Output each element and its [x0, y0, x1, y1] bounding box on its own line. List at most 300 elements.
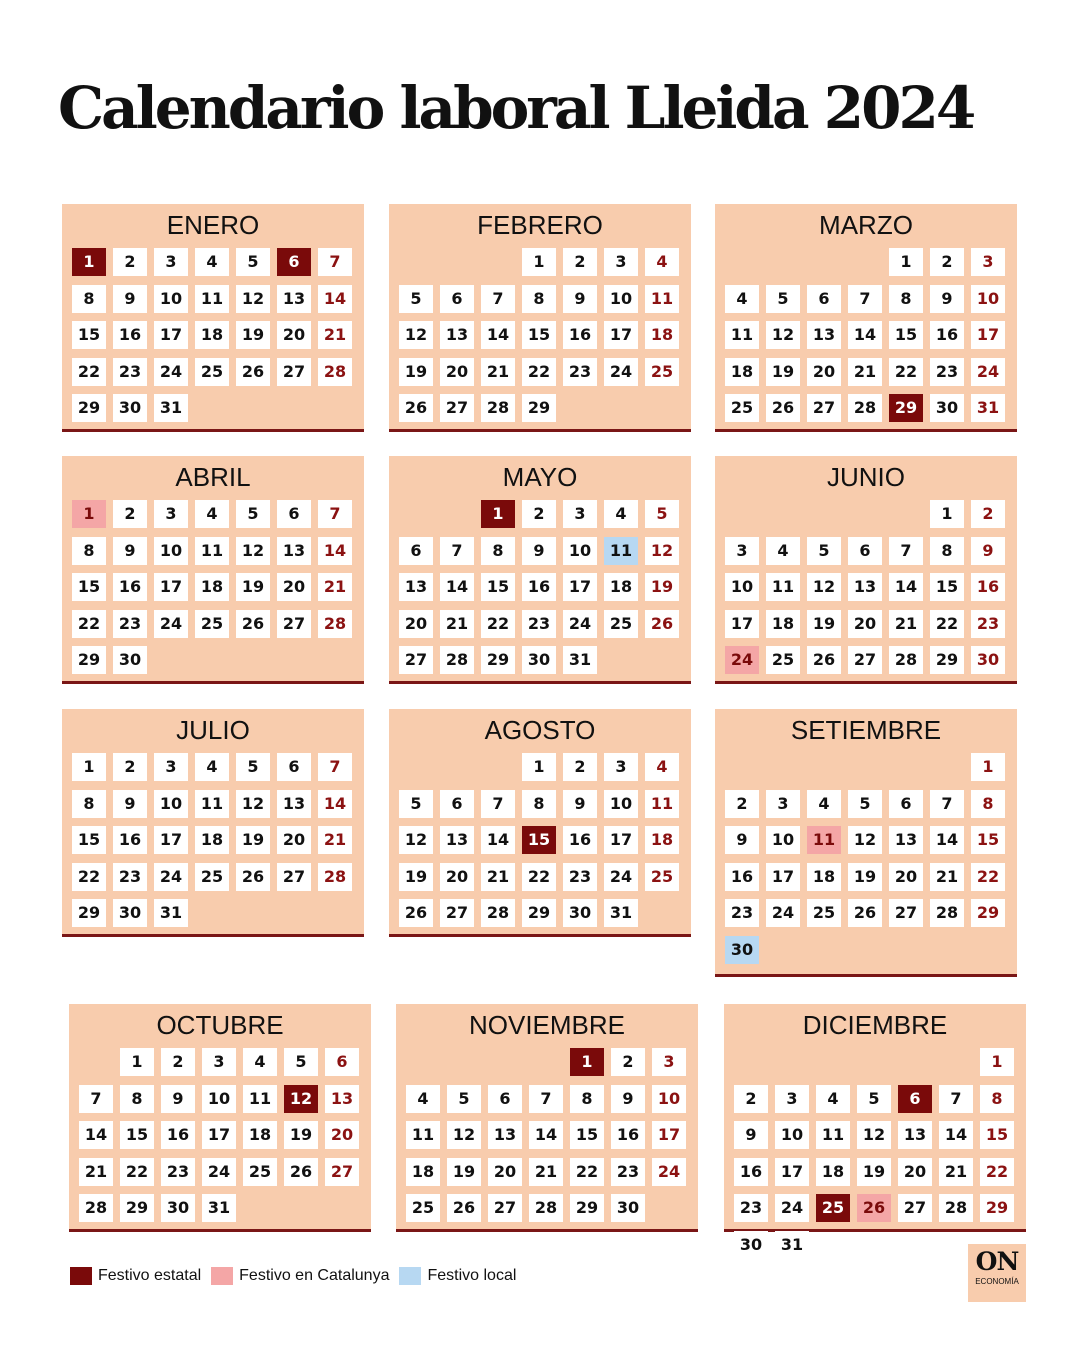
- day-cell: 4: [195, 248, 229, 276]
- day-cell: 5: [766, 285, 800, 313]
- day-cell: 22: [889, 358, 923, 386]
- day-cell: 4: [195, 753, 229, 781]
- day-cell: 12: [645, 537, 679, 565]
- day-cell: 23: [113, 610, 147, 638]
- day-cell: 25: [807, 899, 841, 927]
- day-cell: 23: [971, 610, 1005, 638]
- day-cell: 17: [202, 1121, 236, 1149]
- month-diciembre: [724, 1004, 1026, 1254]
- day-cell: 20: [277, 573, 311, 601]
- day-cell: 5: [807, 537, 841, 565]
- day-cell: 22: [120, 1158, 154, 1186]
- day-cell: 22: [971, 863, 1005, 891]
- day-cell: 22: [72, 610, 106, 638]
- day-cell: 12: [807, 573, 841, 601]
- legend-item-catalunya: [211, 1267, 389, 1285]
- day-cell: 19: [236, 321, 270, 349]
- day-cell: 8: [72, 285, 106, 313]
- day-cell: 16: [161, 1121, 195, 1149]
- day-cell: 21: [481, 863, 515, 891]
- day-cell: 12: [399, 321, 433, 349]
- day-cell: 20: [889, 863, 923, 891]
- day-cell: 7: [529, 1085, 563, 1113]
- day-cell: 7: [318, 500, 352, 528]
- day-cell: 18: [725, 358, 759, 386]
- day-cell: 10: [202, 1085, 236, 1113]
- day-cell: 23: [563, 358, 597, 386]
- day-cell: 8: [971, 790, 1005, 818]
- day-cell: 15: [971, 826, 1005, 854]
- day-cell: 13: [807, 321, 841, 349]
- day-cell: 10: [766, 826, 800, 854]
- day-cell: 25: [645, 863, 679, 891]
- day-cell: 4: [645, 248, 679, 276]
- day-cell: 18: [406, 1158, 440, 1186]
- day-cell: 26: [848, 899, 882, 927]
- day-cell: 13: [898, 1121, 932, 1149]
- day-cell: 19: [399, 358, 433, 386]
- day-cell: 14: [440, 573, 474, 601]
- day-cell: 20: [440, 358, 474, 386]
- day-cell-festivo-catalunya: 11: [807, 826, 841, 854]
- day-cell: 7: [440, 537, 474, 565]
- day-cell: 23: [725, 899, 759, 927]
- day-cell: 11: [816, 1121, 850, 1149]
- day-cell: 18: [816, 1158, 850, 1186]
- day-cell: 7: [939, 1085, 973, 1113]
- legend-swatch-local: [399, 1267, 421, 1285]
- day-cell: 28: [318, 610, 352, 638]
- day-cell: 31: [563, 646, 597, 674]
- day-cell: 24: [766, 899, 800, 927]
- day-cell: 10: [154, 285, 188, 313]
- day-cell: 27: [898, 1194, 932, 1222]
- month-mayo: [389, 456, 691, 684]
- logo-sub: ECONOMÍA: [975, 1277, 1019, 1286]
- day-cell: 28: [889, 646, 923, 674]
- day-cell: 23: [113, 358, 147, 386]
- day-cell: 19: [236, 573, 270, 601]
- day-cell: 30: [522, 646, 556, 674]
- day-cell: 2: [563, 753, 597, 781]
- month-noviembre: [396, 1004, 698, 1232]
- day-cell: 29: [481, 646, 515, 674]
- day-cell: 28: [481, 899, 515, 927]
- day-cell: 12: [447, 1121, 481, 1149]
- day-cell: 21: [318, 321, 352, 349]
- day-cell: 1: [522, 753, 556, 781]
- month-name: DICIEMBRE: [802, 1010, 948, 1040]
- day-cell: 27: [399, 646, 433, 674]
- day-cell: 24: [154, 610, 188, 638]
- day-cell: 8: [72, 537, 106, 565]
- day-cell: 22: [481, 610, 515, 638]
- day-cell: 26: [236, 358, 270, 386]
- day-cell: 13: [277, 790, 311, 818]
- day-cell: 12: [236, 285, 270, 313]
- day-cell: 19: [807, 610, 841, 638]
- day-cell: 21: [79, 1158, 113, 1186]
- day-cell: 12: [848, 826, 882, 854]
- day-cell: 27: [277, 358, 311, 386]
- month-enero: [62, 204, 364, 432]
- day-cell: 6: [440, 790, 474, 818]
- day-cell: 29: [72, 646, 106, 674]
- day-cell: 24: [202, 1158, 236, 1186]
- day-cell: 3: [604, 753, 638, 781]
- day-cell: 29: [980, 1194, 1014, 1222]
- day-cell: 23: [734, 1194, 768, 1222]
- day-cell: 10: [154, 790, 188, 818]
- day-cell: 5: [236, 500, 270, 528]
- month-name: MARZO: [819, 210, 913, 240]
- month-setiembre: [715, 709, 1017, 977]
- day-cell: 22: [72, 358, 106, 386]
- day-cell: 17: [563, 573, 597, 601]
- day-cell: 9: [971, 537, 1005, 565]
- day-cell: 30: [113, 394, 147, 422]
- day-cell: 20: [399, 610, 433, 638]
- logo-main: ON: [975, 1247, 1019, 1276]
- day-cell-festivo-catalunya: 24: [725, 646, 759, 674]
- day-cell: 11: [645, 790, 679, 818]
- day-cell: 2: [611, 1048, 645, 1076]
- day-cell: 7: [79, 1085, 113, 1113]
- day-cell: 6: [807, 285, 841, 313]
- day-cell: 3: [775, 1085, 809, 1113]
- month-name: AGOSTO: [484, 715, 596, 745]
- legend-label-catalunya: Festivo en Catalunya: [239, 1267, 390, 1284]
- day-cell: 31: [154, 394, 188, 422]
- day-cell: 6: [325, 1048, 359, 1076]
- day-cell: 29: [570, 1194, 604, 1222]
- day-cell: 15: [570, 1121, 604, 1149]
- day-cell: 23: [563, 863, 597, 891]
- day-cell: 12: [236, 790, 270, 818]
- day-cell: 29: [522, 394, 556, 422]
- month-febrero: [389, 204, 691, 432]
- day-cell: 7: [318, 248, 352, 276]
- day-cell: 18: [807, 863, 841, 891]
- day-cell: 25: [766, 646, 800, 674]
- day-cell: 14: [939, 1121, 973, 1149]
- day-cell: 12: [236, 537, 270, 565]
- day-cell: 8: [72, 790, 106, 818]
- day-cell: 18: [195, 321, 229, 349]
- day-cell: 28: [939, 1194, 973, 1222]
- day-cell: 8: [522, 790, 556, 818]
- day-cell: 24: [652, 1158, 686, 1186]
- day-cell: 27: [889, 899, 923, 927]
- day-cell: 29: [522, 899, 556, 927]
- day-cell-festivo-local: 11: [604, 537, 638, 565]
- day-cell: 31: [775, 1231, 809, 1259]
- day-cell-festivo-catalunya: 1: [72, 500, 106, 528]
- day-cell: 28: [848, 394, 882, 422]
- day-cell: 17: [154, 573, 188, 601]
- day-cell: 25: [195, 610, 229, 638]
- day-cell: 19: [857, 1158, 891, 1186]
- day-cell: 10: [154, 537, 188, 565]
- day-cell: 19: [848, 863, 882, 891]
- day-cell: 25: [195, 863, 229, 891]
- month-julio: [62, 709, 364, 937]
- day-cell: 4: [645, 753, 679, 781]
- day-cell: 3: [563, 500, 597, 528]
- day-cell: 4: [807, 790, 841, 818]
- day-cell: 11: [195, 285, 229, 313]
- day-cell-festivo-estatal: 1: [481, 500, 515, 528]
- legend-swatch-estatal: [70, 1267, 92, 1285]
- day-cell: 6: [488, 1085, 522, 1113]
- day-cell: 30: [930, 394, 964, 422]
- day-cell: 5: [857, 1085, 891, 1113]
- day-cell: 3: [154, 500, 188, 528]
- month-name: ABRIL: [175, 462, 251, 492]
- day-cell: 26: [236, 863, 270, 891]
- day-cell: 25: [725, 394, 759, 422]
- day-cell: 5: [284, 1048, 318, 1076]
- day-cell: 10: [604, 285, 638, 313]
- day-cell: 6: [277, 500, 311, 528]
- day-cell: 21: [440, 610, 474, 638]
- day-cell: 31: [154, 899, 188, 927]
- day-cell: 27: [277, 610, 311, 638]
- day-cell: 1: [930, 500, 964, 528]
- day-cell: 4: [604, 500, 638, 528]
- day-cell: 9: [113, 790, 147, 818]
- day-cell-festivo-estatal: 12: [284, 1085, 318, 1113]
- day-cell: 20: [807, 358, 841, 386]
- legend-item-estatal: [70, 1267, 201, 1285]
- day-cell: 14: [318, 790, 352, 818]
- day-cell: 21: [529, 1158, 563, 1186]
- day-cell: 3: [154, 248, 188, 276]
- day-cell: 27: [807, 394, 841, 422]
- day-cell: 11: [243, 1085, 277, 1113]
- day-cell: 2: [522, 500, 556, 528]
- day-cell-festivo-catalunya: 26: [857, 1194, 891, 1222]
- day-cell: 24: [154, 863, 188, 891]
- day-cell: 23: [611, 1158, 645, 1186]
- month-name: MAYO: [502, 462, 578, 492]
- day-cell: 18: [195, 826, 229, 854]
- day-cell: 9: [113, 285, 147, 313]
- day-cell: 27: [440, 394, 474, 422]
- day-cell: 9: [522, 537, 556, 565]
- day-cell: 14: [529, 1121, 563, 1149]
- day-cell: 16: [113, 573, 147, 601]
- day-cell: 28: [318, 863, 352, 891]
- day-cell: 29: [72, 394, 106, 422]
- day-cell: 20: [440, 863, 474, 891]
- day-cell: 2: [113, 248, 147, 276]
- day-cell: 31: [202, 1194, 236, 1222]
- on-economia-logo: [968, 1244, 1026, 1302]
- day-cell: 3: [725, 537, 759, 565]
- day-cell: 3: [652, 1048, 686, 1076]
- day-cell: 19: [399, 863, 433, 891]
- day-cell: 15: [72, 826, 106, 854]
- day-cell: 22: [72, 863, 106, 891]
- day-cell: 13: [488, 1121, 522, 1149]
- day-cell: 7: [481, 790, 515, 818]
- day-cell: 18: [604, 573, 638, 601]
- day-cell: 2: [113, 500, 147, 528]
- day-cell: 7: [481, 285, 515, 313]
- day-cell: 10: [604, 790, 638, 818]
- day-cell: 3: [766, 790, 800, 818]
- day-cell: 31: [604, 899, 638, 927]
- day-cell: 13: [277, 537, 311, 565]
- day-cell: 8: [930, 537, 964, 565]
- day-cell: 30: [611, 1194, 645, 1222]
- day-cell: 11: [766, 573, 800, 601]
- day-cell: 16: [734, 1158, 768, 1186]
- day-cell-festivo-estatal: 15: [522, 826, 556, 854]
- day-cell: 21: [930, 863, 964, 891]
- day-cell: 3: [604, 248, 638, 276]
- month-name: NOVIEMBRE: [468, 1010, 626, 1040]
- day-cell: 24: [604, 863, 638, 891]
- day-cell: 7: [318, 753, 352, 781]
- day-cell: 25: [406, 1194, 440, 1222]
- day-cell-festivo-local: 30: [725, 936, 759, 964]
- day-cell-festivo-estatal: 6: [277, 248, 311, 276]
- day-cell: 20: [898, 1158, 932, 1186]
- day-cell: 13: [277, 285, 311, 313]
- day-cell: 6: [440, 285, 474, 313]
- day-cell: 17: [154, 321, 188, 349]
- day-cell: 22: [980, 1158, 1014, 1186]
- day-cell: 19: [236, 826, 270, 854]
- day-cell: 28: [930, 899, 964, 927]
- month-name: JULIO: [176, 715, 250, 745]
- day-cell: 5: [645, 500, 679, 528]
- day-cell: 8: [980, 1085, 1014, 1113]
- day-cell: 26: [399, 899, 433, 927]
- day-cell: 27: [848, 646, 882, 674]
- day-cell: 28: [79, 1194, 113, 1222]
- day-cell: 1: [120, 1048, 154, 1076]
- day-cell: 2: [563, 248, 597, 276]
- day-cell: 25: [645, 358, 679, 386]
- day-cell: 8: [570, 1085, 604, 1113]
- day-cell: 4: [816, 1085, 850, 1113]
- month-marzo: [715, 204, 1017, 432]
- month-name: ENERO: [166, 210, 260, 240]
- day-cell: 16: [522, 573, 556, 601]
- day-cell-festivo-estatal: 1: [570, 1048, 604, 1076]
- day-cell: 17: [604, 826, 638, 854]
- day-cell: 24: [604, 358, 638, 386]
- day-cell: 1: [980, 1048, 1014, 1076]
- day-cell: 19: [447, 1158, 481, 1186]
- day-cell: 15: [889, 321, 923, 349]
- day-cell: 14: [481, 321, 515, 349]
- day-cell: 3: [202, 1048, 236, 1076]
- day-cell: 1: [889, 248, 923, 276]
- day-cell: 9: [611, 1085, 645, 1113]
- day-cell: 21: [848, 358, 882, 386]
- day-cell: 20: [277, 321, 311, 349]
- day-cell: 27: [325, 1158, 359, 1186]
- legend-label-estatal: Festivo estatal: [98, 1267, 202, 1284]
- day-cell: 30: [563, 899, 597, 927]
- day-cell: 11: [406, 1121, 440, 1149]
- day-cell-festivo-estatal: 25: [816, 1194, 850, 1222]
- day-cell: 29: [971, 899, 1005, 927]
- legend-label-local: Festivo local: [427, 1267, 517, 1284]
- day-cell: 5: [399, 285, 433, 313]
- day-cell: 13: [399, 573, 433, 601]
- month-junio: [715, 456, 1017, 684]
- day-cell: 9: [930, 285, 964, 313]
- day-cell: 15: [980, 1121, 1014, 1149]
- day-cell: 26: [645, 610, 679, 638]
- day-cell: 28: [440, 646, 474, 674]
- day-cell: 14: [848, 321, 882, 349]
- day-cell: 2: [971, 500, 1005, 528]
- day-cell: 2: [930, 248, 964, 276]
- day-cell: 22: [522, 358, 556, 386]
- day-cell: 24: [154, 358, 188, 386]
- day-cell: 29: [120, 1194, 154, 1222]
- day-cell: 27: [440, 899, 474, 927]
- day-cell: 28: [318, 358, 352, 386]
- day-cell: 16: [113, 321, 147, 349]
- day-cell: 13: [440, 826, 474, 854]
- day-cell: 25: [195, 358, 229, 386]
- day-cell: 17: [766, 863, 800, 891]
- day-cell: 21: [889, 610, 923, 638]
- day-cell: 9: [725, 826, 759, 854]
- day-cell: 14: [930, 826, 964, 854]
- day-cell: 4: [243, 1048, 277, 1076]
- day-cell: 16: [930, 321, 964, 349]
- day-cell: 28: [529, 1194, 563, 1222]
- day-cell: 17: [971, 321, 1005, 349]
- day-cell: 1: [72, 753, 106, 781]
- day-cell: 15: [120, 1121, 154, 1149]
- day-cell: 2: [725, 790, 759, 818]
- month-name: FEBRERO: [477, 210, 603, 240]
- day-cell: 27: [488, 1194, 522, 1222]
- day-cell: 28: [481, 394, 515, 422]
- day-cell: 26: [807, 646, 841, 674]
- day-cell: 14: [481, 826, 515, 854]
- day-cell: 5: [236, 753, 270, 781]
- day-cell: 16: [971, 573, 1005, 601]
- day-cell: 7: [889, 537, 923, 565]
- month-name: JUNIO: [827, 462, 905, 492]
- day-cell: 30: [971, 646, 1005, 674]
- day-cell: 10: [971, 285, 1005, 313]
- page-title: Calendario laboral Lleida 2024: [58, 74, 974, 142]
- day-cell: 17: [652, 1121, 686, 1149]
- day-cell: 30: [113, 899, 147, 927]
- legend: [70, 1265, 526, 1287]
- day-cell: 17: [775, 1158, 809, 1186]
- day-cell: 4: [725, 285, 759, 313]
- day-cell: 13: [440, 321, 474, 349]
- month-name: SETIEMBRE: [790, 715, 942, 745]
- day-cell: 20: [848, 610, 882, 638]
- day-cell: 23: [113, 863, 147, 891]
- day-cell: 17: [725, 610, 759, 638]
- day-cell: 5: [447, 1085, 481, 1113]
- day-cell: 9: [563, 790, 597, 818]
